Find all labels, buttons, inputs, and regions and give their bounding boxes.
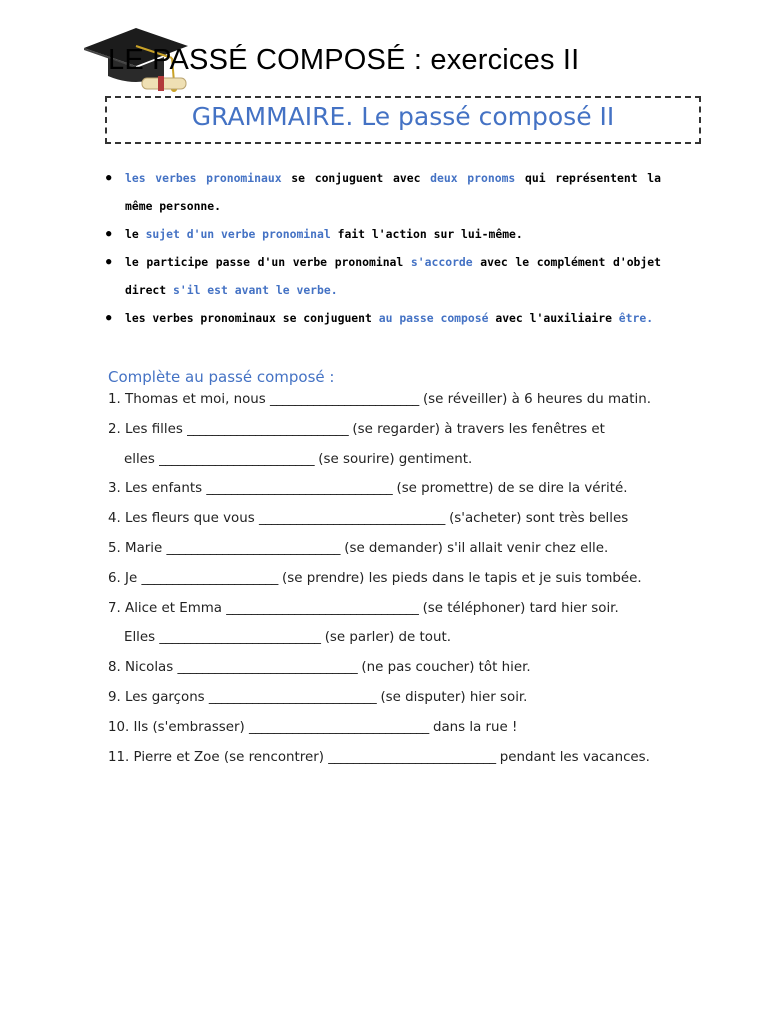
exercise-prompt-end: (se réveiller) à 6 heures du matin. xyxy=(418,392,651,407)
rule-highlight: s'accorde xyxy=(410,255,473,269)
exercise-prompt: 7. Alice et Emma xyxy=(108,600,227,616)
exercise-item xyxy=(108,713,661,743)
answer-blank[interactable]: ___________________________ xyxy=(208,689,377,705)
exercise-prompt-end: (se disputer) hier soir. xyxy=(376,689,528,705)
rule-text: avec l'auxiliaire xyxy=(488,311,619,325)
rule-item xyxy=(108,304,661,332)
exercise-list xyxy=(108,385,661,772)
exercise-prompt: elles xyxy=(124,451,160,467)
answer-blank[interactable]: ___________________________ xyxy=(328,749,496,765)
exercise-prompt: Elles xyxy=(124,630,160,646)
answer-blank[interactable]: __________________________ xyxy=(187,421,349,437)
exercise-prompt: 5. Marie xyxy=(108,540,167,556)
exercise-prompt: 9. Les garçons xyxy=(108,689,209,705)
rule-item xyxy=(108,220,661,248)
answer-blank[interactable]: ______________________ xyxy=(141,570,278,586)
answer-blank[interactable]: _____________________________ xyxy=(177,660,358,676)
rule-text: le xyxy=(125,227,146,241)
exercise-prompt-end: (ne pas coucher) tôt hier. xyxy=(357,660,531,676)
exercise-prompt-end: (s'acheter) sont très belles xyxy=(444,511,629,527)
rule-text: le participe passe d'un verbe pronominal xyxy=(125,255,411,269)
exercise-item xyxy=(108,415,661,445)
exercise-item xyxy=(108,474,661,504)
exercise-item xyxy=(108,534,661,564)
rule-text: avec le complément d'objet direct xyxy=(125,255,661,297)
exercise-prompt-end: (se téléphoner) tard hier soir. xyxy=(418,600,619,616)
exercise-item xyxy=(108,504,661,534)
rule-item xyxy=(108,248,661,304)
exercise-prompt: 4. Les fleurs que vous xyxy=(108,511,259,527)
exercise-heading: Complète au passé composé : xyxy=(108,368,335,386)
exercise-item xyxy=(108,564,661,594)
rule-highlight: au passe composé xyxy=(378,311,489,325)
exercise-prompt: 2. Les filles xyxy=(108,421,188,437)
rule-highlight: être xyxy=(618,311,647,325)
exercise-prompt-end: (se promettre) de se dire la vérité. xyxy=(392,481,628,497)
answer-blank[interactable]: __________________________ xyxy=(159,630,321,646)
rule-highlight: sujet d'un verbe pronominal xyxy=(145,227,331,241)
exercise-prompt: 11. Pierre et Zoe (se rencontrer) xyxy=(108,749,329,765)
page-title: LE PASSÉ COMPOSÉ : exercices II xyxy=(108,44,580,76)
answer-blank[interactable]: ______________________________ xyxy=(206,481,393,497)
rule-highlight: les verbes pronominaux xyxy=(125,171,282,185)
rule-punctuation: . xyxy=(646,311,654,325)
answer-blank[interactable]: _____________________________ xyxy=(249,719,429,735)
rule-text: les verbes pronominaux se conjuguent xyxy=(125,311,379,325)
exercise-prompt: 8. Nicolas xyxy=(108,660,178,676)
exercise-item xyxy=(108,594,661,624)
answer-blank[interactable]: ______________________________ xyxy=(258,511,445,527)
exercise-prompt: 3. Les enfants xyxy=(108,481,207,497)
rule-item xyxy=(108,164,661,220)
rule-highlight: s'il est avant le verbe xyxy=(173,283,331,297)
exercise-prompt: 1. Thomas et moi, nous xyxy=(108,392,270,407)
rule-text: qui représentent la même personne. xyxy=(125,171,662,213)
answer-blank[interactable]: _________________________ xyxy=(159,451,315,467)
exercise-item xyxy=(108,743,661,773)
rule-text: se conjuguent avec xyxy=(281,171,431,185)
exercise-item xyxy=(108,653,661,683)
exercise-prompt-end: (se sourire) gentiment. xyxy=(314,451,473,467)
grammar-rules-list xyxy=(108,164,661,332)
exercise-prompt: 6. Je xyxy=(108,570,142,586)
exercise-item xyxy=(108,623,661,653)
exercise-prompt: 10. Ils (s'embrasser) xyxy=(108,719,250,735)
rule-punctuation: . xyxy=(330,283,338,297)
rule-text: fait l'action sur lui-même. xyxy=(330,227,523,241)
answer-blank[interactable]: ________________________ xyxy=(270,392,419,407)
rule-highlight: deux pronoms xyxy=(430,171,516,185)
exercise-prompt-end: dans la rue ! xyxy=(428,719,518,735)
exercise-item xyxy=(108,683,661,713)
exercise-prompt-end: pendant les vacances. xyxy=(495,749,650,765)
answer-blank[interactable]: _______________________________ xyxy=(226,600,419,616)
exercise-prompt-end: (se demander) s'il allait venir chez elle. xyxy=(339,540,609,556)
exercise-prompt-end: (se parler) de tout. xyxy=(320,630,451,646)
exercise-item xyxy=(108,385,661,415)
answer-blank[interactable]: ____________________________ xyxy=(166,540,340,556)
exercise-item xyxy=(108,445,661,475)
exercise-prompt-end: (se prendre) les pieds dans le tapis et je suis tombée. xyxy=(277,570,642,586)
exercise-prompt-end: (se regarder) à travers les fenêtres et xyxy=(348,421,605,437)
banner-title: GRAMMAIRE. Le passé composé II xyxy=(191,102,615,131)
title-banner xyxy=(105,96,701,144)
